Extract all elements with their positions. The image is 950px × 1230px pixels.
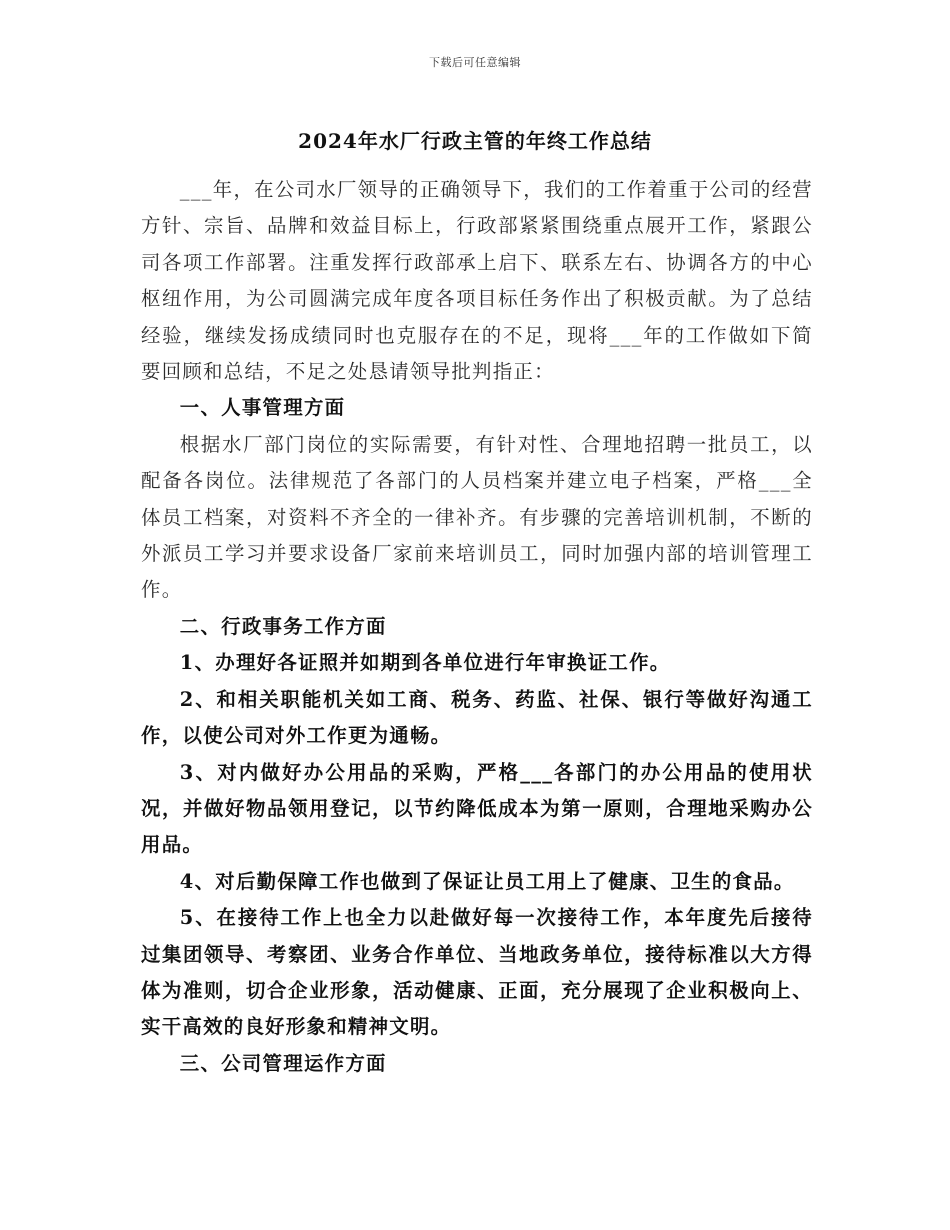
admin-item-5: 5、在接待工作上也全力以赴做好每一次接待工作，本年度先后接待过集团领导、考察团、业务合作单位、当地政务单位，接待标准以大方得体为准则，切合企业形象，活动健康、正面，充分展现了企业积极向上、实干高效的良好形象和精神文明。: [141, 906, 813, 1039]
admin-item-4: 4、对后勤保障工作也做到了保证让员工用上了健康、卫生的食品。: [179, 869, 795, 893]
intro-paragraph: ___年，在公司水厂领导的正确领导下，我们的工作着重于公司的经营方针、宗旨、品牌和效益目标上，行政部紧紧围绕重点展开工作，紧跟公司各项工作部署。注重发挥行政部承上启下、联系左右、协调各方的中心枢纽作用，为公司圆满完成年度各项目标任务作出了积极贡献。为了总结经验，继续发扬成绩同时也克服存在的不足，现将___年的工作做如下简要回顾和总结，不足之处恳请领导批判指正：: [141, 178, 813, 384]
admin-item-3: 3、对内做好办公用品的采购，严格___各部门的办公用品的使用状况，并做好物品领用登记，以节约降低成本为第一原则，合理地采购办公用品。: [141, 760, 813, 857]
section-heading-personnel: 一、人事管理方面: [179, 396, 346, 420]
header-note: 下载后可任意编辑: [429, 56, 521, 69]
admin-item-2: 2、和相关职能机关如工商、税务、药监、社保、银行等做好沟通工作，以使公司对外工作更为通畅。: [141, 687, 813, 748]
document-title: 2024年水厂行政主管的年终工作总结: [298, 129, 652, 153]
section-heading-company-management: 三、公司管理运作方面: [179, 1051, 387, 1075]
personnel-paragraph: 根据水厂部门岗位的实际需要，有针对性、合理地招聘一批员工，以配备各岗位。法律规范了各部门的人员档案并建立电子档案，严格___全体员工档案，对资料不齐全的一律补齐。有步骤的完善培训机制，不断的外派员工学习并要求设备厂家前来培训员工，同时加强内部的培训管理工作。: [141, 432, 813, 602]
document-body: [141, 172, 813, 1082]
admin-item-1: 1、办理好各证照并如期到各单位进行年审换证工作。: [179, 651, 671, 675]
section-heading-admin-affairs: 二、行政事务工作方面: [179, 614, 387, 638]
